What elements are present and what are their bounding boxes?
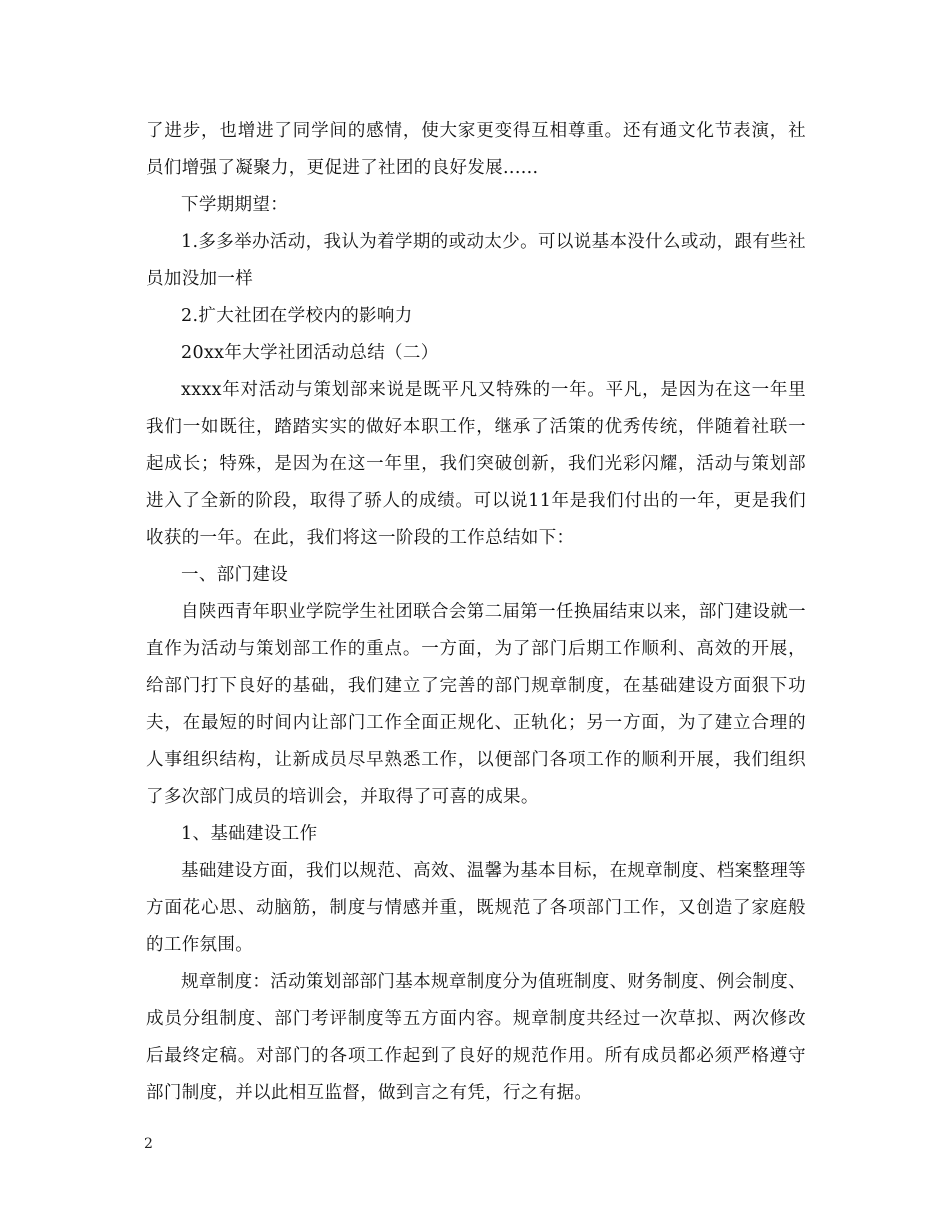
page-number: 2 [144, 1136, 153, 1152]
paragraph: xxxx年对活动与策划部来说是既平凡又特殊的一年。平凡，是因为在这一年里我们一如既往，踏踏实实的做好本职工作，继承了活策的优秀传统，伴随着社联一起成长；特殊，是因为在这一年里，我们突破创新，我们光彩闪耀，活动与策划部进入了全新的阶段，取得了骄人的成绩。可以说11年是我们付出的一年，更是我们收获的一年。在此，我们将这一阶段的工作总结如下： [146, 380, 806, 548]
list-item: 1.多多举办活动，我认为着学期的或动太少。可以说基本没什么或动，跟有些社员加没加一样 [146, 232, 806, 289]
subsection-heading: 1、基础建设工作 [181, 824, 318, 844]
section-heading: 20xx年大学社团活动总结（二） [181, 343, 439, 363]
paragraph: 下学期期望： [181, 195, 289, 215]
paragraph: 了进步，也增进了同学间的感情，使大家更变得互相尊重。还有通文化节表演，社员们增强了凝聚力，更促进了社团的良好发展...... [146, 121, 806, 178]
document-body [146, 113, 806, 1112]
paragraph: 规章制度：活动策划部部门基本规章制度分为值班制度、财务制度、例会制度、成员分组制度、部门考评制度等五方面内容。规章制度共经过一次草拟、两次修改后最终定稿。对部门的各项工作起到了良好的规范作用。所有成员都必须严格遵守部门制度，并以此相互监督，做到言之有凭，行之有据。 [146, 972, 806, 1103]
paragraph: 自陕西青年职业学院学生社团联合会第二届第一任换届结束以来，部门建设就一直作为活动与策划部工作的重点。一方面，为了部门后期工作顺利、高效的开展，给部门打下良好的基础，我们建立了完善的部门规章制度，在基础建设方面狠下功夫，在最短的时间内让部门工作全面正规化、正轨化；另一方面，为了建立合理的人事组织结构，让新成员尽早熟悉工作，以便部门各项工作的顺利开展，我们组织了多次部门成员的培训会，并取得了可喜的成果。 [146, 602, 806, 807]
list-item: 2.扩大社团在学校内的影响力 [181, 306, 413, 326]
section-heading: 一、部门建设 [181, 565, 289, 585]
paragraph: 基础建设方面，我们以规范、高效、温馨为基本目标，在规章制度、档案整理等方面花心思、动脑筋，制度与情感并重，既规范了各项部门工作，又创造了家庭般的工作氛围。 [146, 861, 806, 955]
